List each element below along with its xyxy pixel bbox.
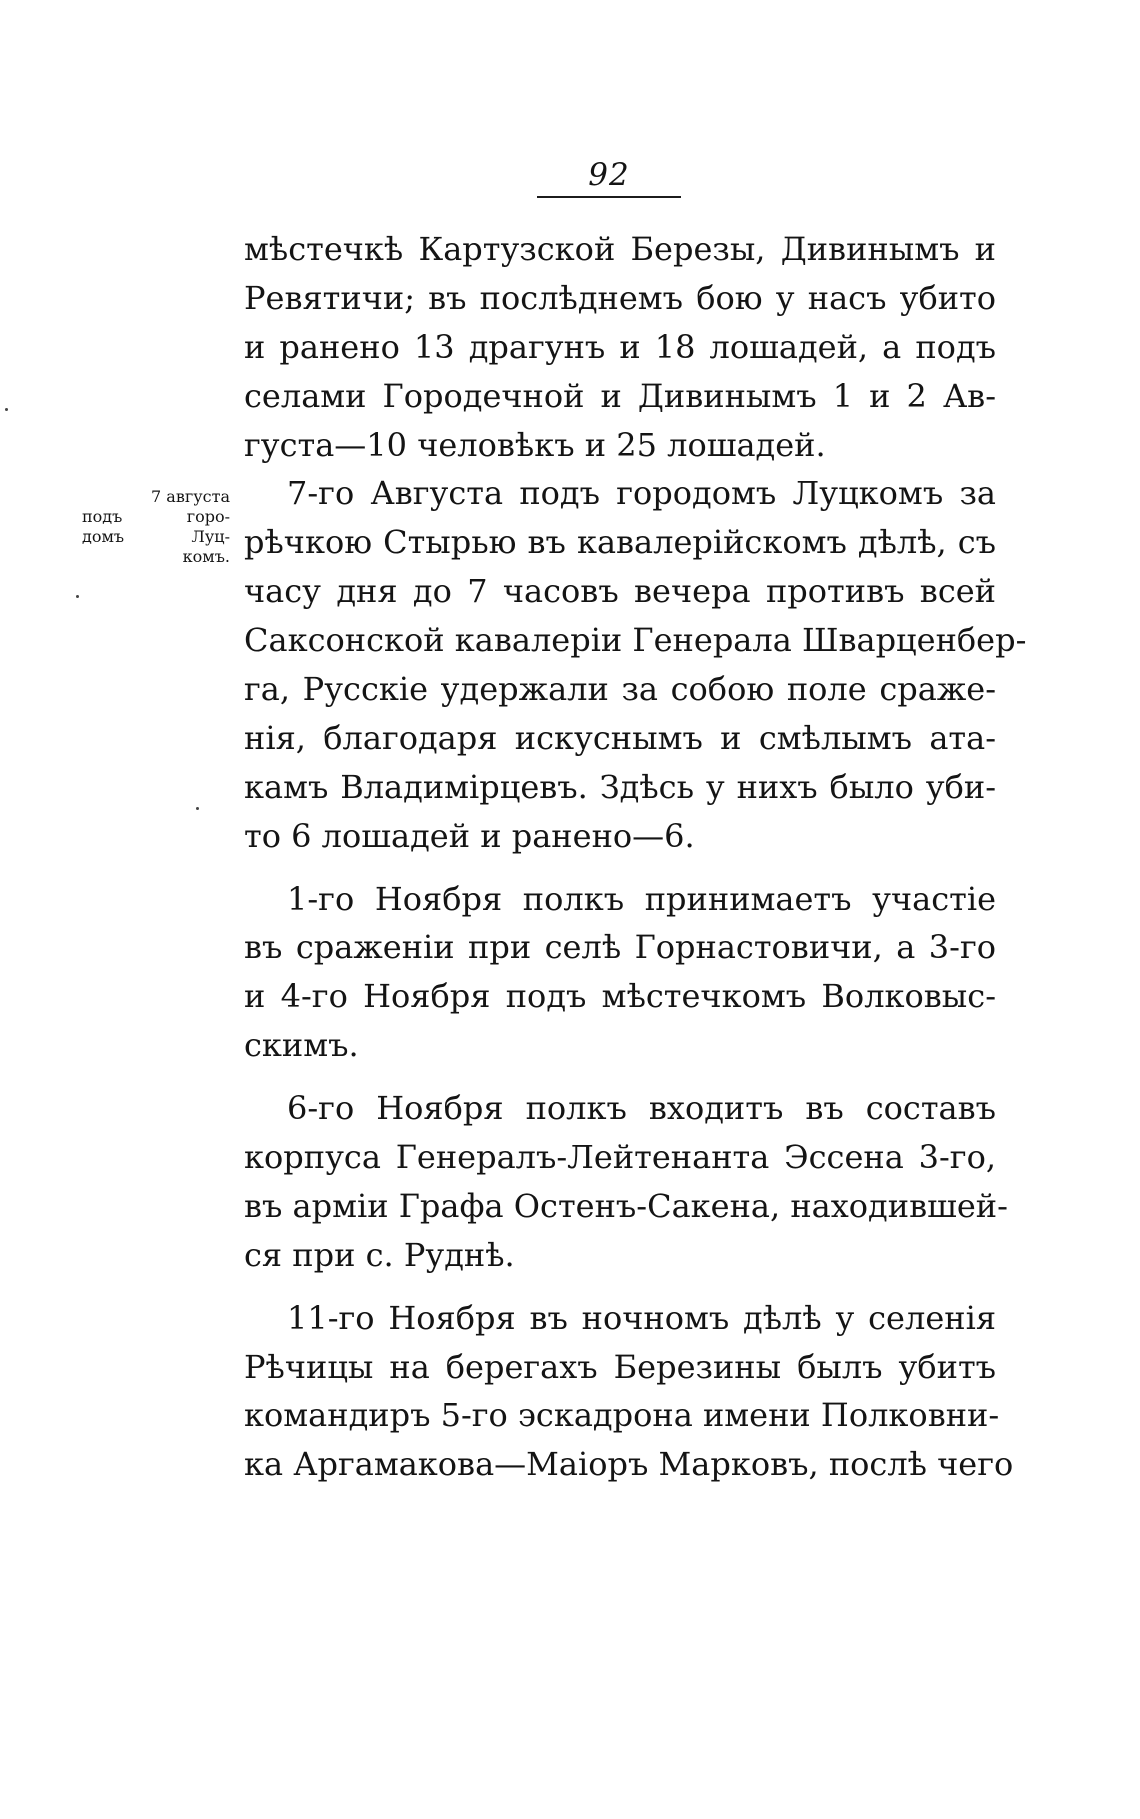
marginal-note-line: домъ Луц- (82, 527, 230, 546)
marginal-note (82, 487, 230, 567)
text-line: и ранено 13 драгунъ и 18 лошадей, а подъ (244, 327, 996, 366)
text-line: корпуса Генералъ-Лейтенанта Эссена 3-го, (244, 1138, 996, 1177)
paper-speck (76, 595, 79, 598)
header-rule (537, 196, 681, 198)
paragraph-2 (244, 469, 1027, 860)
main-text (244, 225, 1027, 1489)
text-line: и 4-го Ноября подъ мѣстечкомъ Волковыс- (244, 977, 996, 1016)
text-line: въ сраженіи при селѣ Горнастовичи, а 3-го (244, 928, 996, 967)
paragraph-gap (244, 1070, 996, 1084)
paper-speck (196, 807, 199, 810)
text-line: га, Русскіе удержали за собою поле сраже- (244, 670, 996, 709)
marginal-note-line: 7 августа (151, 487, 230, 506)
text-line: Ревятичи; въ послѣднемъ бою у насъ убито (244, 278, 996, 317)
paragraph-4 (244, 1084, 1008, 1280)
text-line: то 6 лошадей и ранено—6. (244, 816, 695, 855)
text-line: часу дня до 7 часовъ вечера противъ всей (244, 572, 996, 611)
text-line: рѣчкою Стырью въ кавалерійскомъ дѣлѣ, съ (244, 523, 996, 562)
paragraph-1 (244, 225, 996, 469)
paragraph-5 (244, 1294, 1014, 1490)
text-line: камъ Владимірцевъ. Здѣсь у нихъ было уби- (244, 767, 996, 806)
text-line: 1-го Ноября полкъ принимаетъ участіе (287, 879, 996, 918)
text-line: селами Городечной и Дивинымъ 1 и 2 Ав- (244, 376, 996, 415)
paragraph-gap (244, 1280, 996, 1294)
text-line: 11-го Ноября въ ночномъ дѣлѣ у селенія (287, 1298, 996, 1337)
text-line: ся при с. Руднѣ. (244, 1235, 515, 1274)
paragraph-gap (244, 861, 996, 875)
text-line: 7-го Августа подъ городомъ Луцкомъ за (287, 474, 996, 513)
text-line: въ арміи Графа Остенъ-Сакена, находившей- (244, 1186, 1008, 1225)
marginal-note-line: комъ. (182, 547, 230, 566)
paragraph-3 (244, 875, 996, 1071)
page-number: 92 (588, 157, 630, 193)
text-line: Рѣчицы на берегахъ Березины былъ убитъ (244, 1347, 996, 1386)
text-line: 6-го Ноября полкъ входитъ въ составъ (287, 1089, 996, 1128)
text-line: скимъ. (244, 1026, 359, 1065)
text-line: ка Аргамакова—Маіоръ Марковъ, послѣ чего (244, 1445, 1014, 1484)
text-line: густа—10 человѣкъ и 25 лошадей. (244, 425, 826, 464)
text-line: мѣстечкѣ Картузской Березы, Дивинымъ и (244, 230, 996, 268)
text-line: Саксонской кавалеріи Генерала Шварценбер- (244, 621, 1027, 660)
text-line: командиръ 5-го эскадрона имени Полковни- (244, 1396, 1000, 1435)
paper-speck (5, 408, 8, 411)
page-header (537, 158, 681, 198)
text-line: нія, благодаря искуснымъ и смѣлымъ ата- (244, 718, 996, 757)
marginal-note-line: подъ горо- (82, 507, 230, 526)
